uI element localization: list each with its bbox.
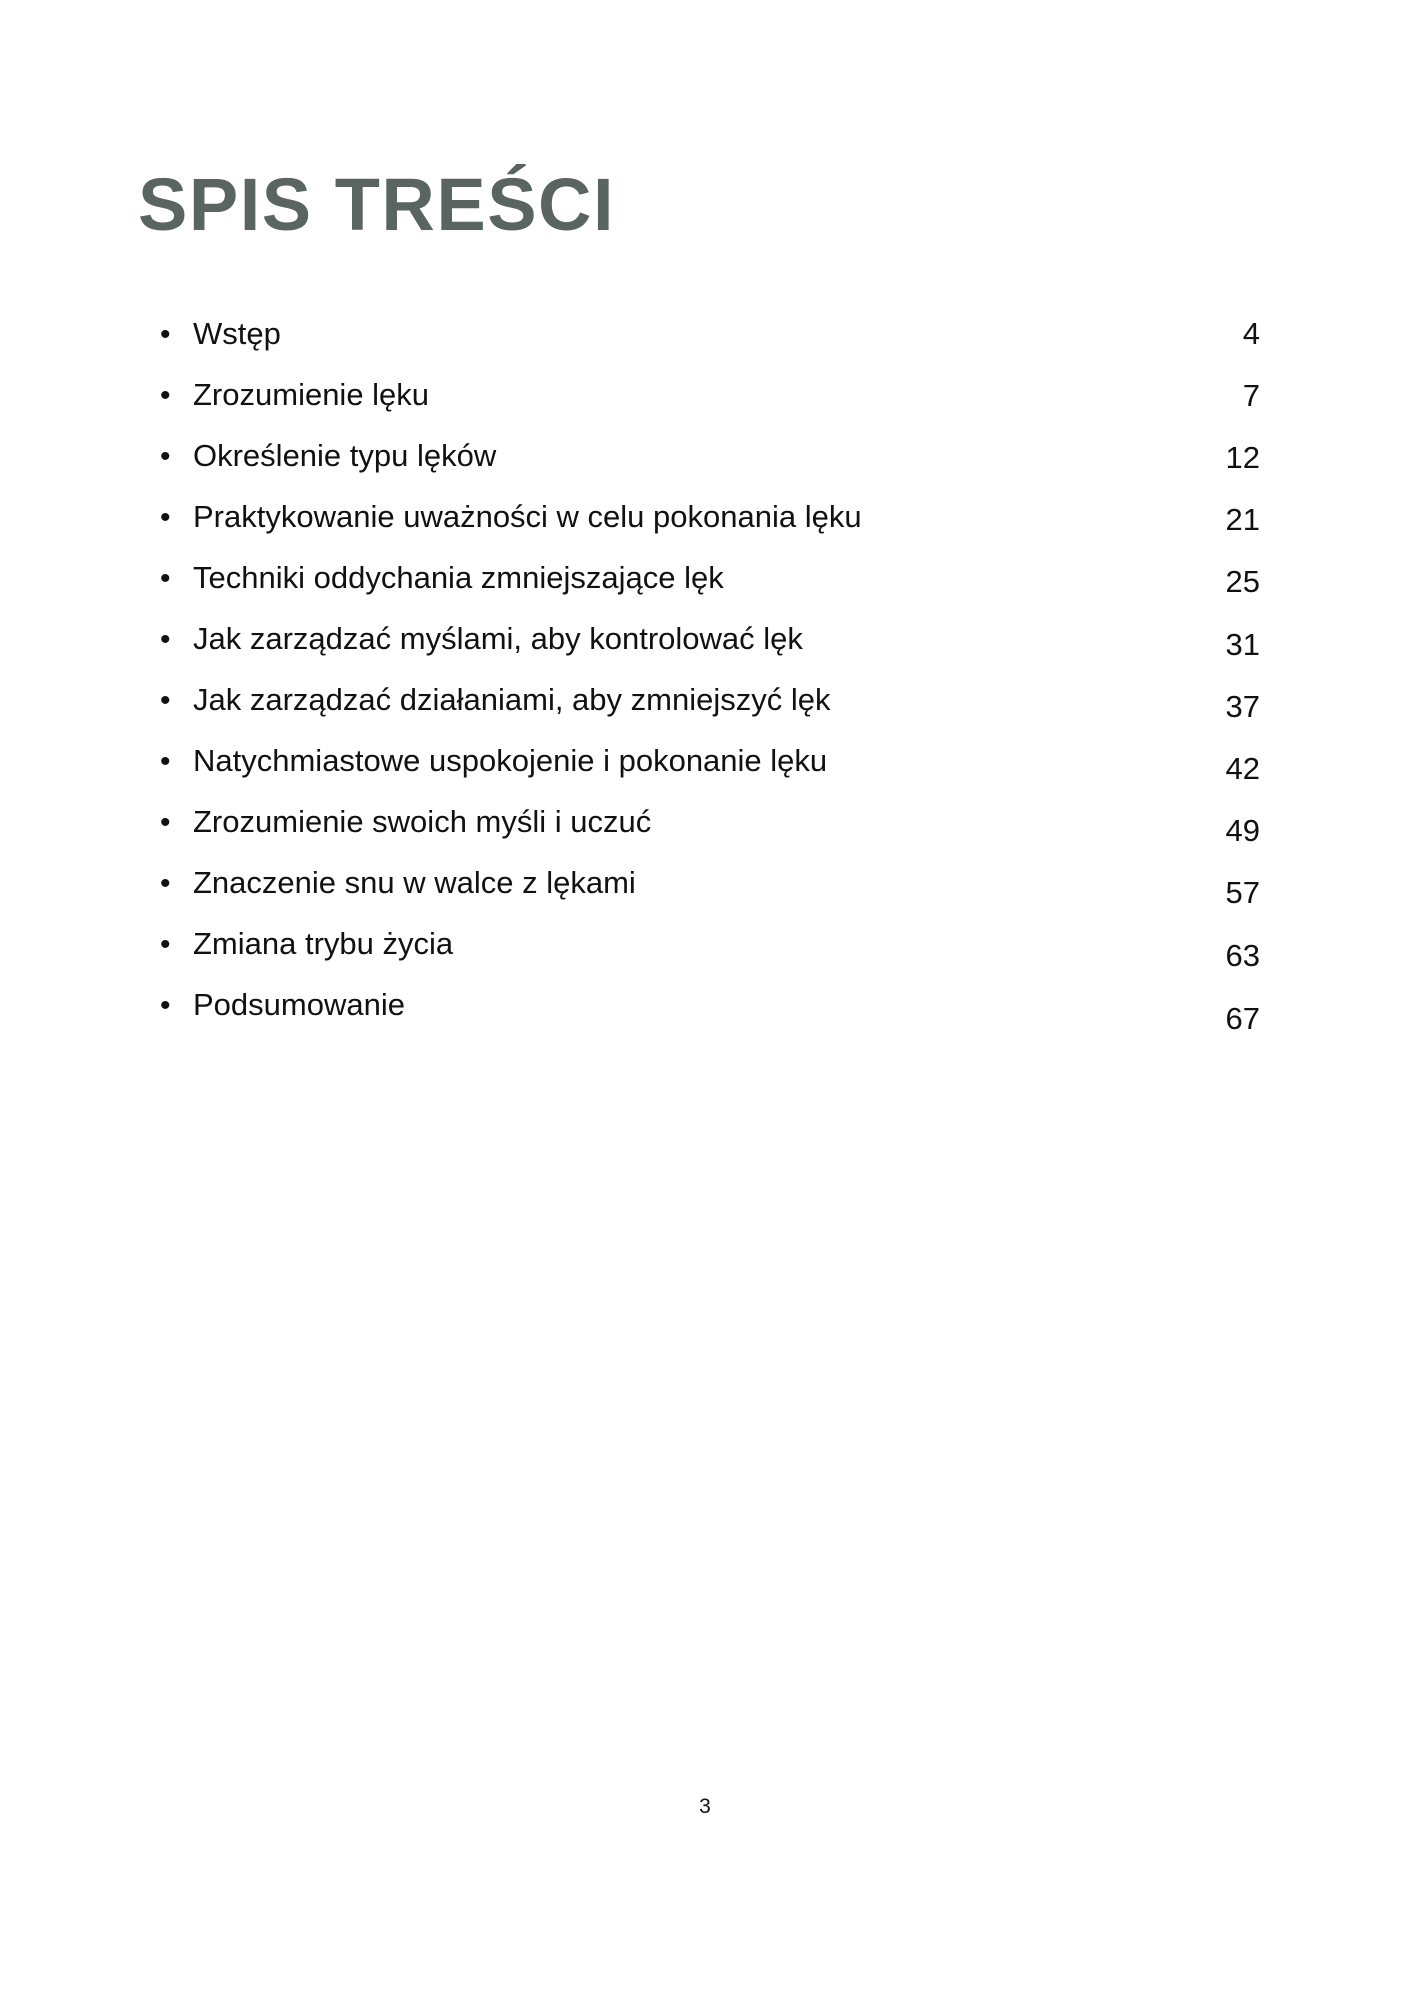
list-item[interactable] <box>160 745 1260 806</box>
toc-entry-page-number: 7 <box>1242 378 1260 413</box>
toc-entry-label: Określenie typu lęków <box>193 438 497 473</box>
bullet-icon <box>160 442 193 472</box>
toc-entry-label: Techniki oddychania zmniejszające lęk <box>193 560 724 595</box>
list-item[interactable] <box>160 806 1260 867</box>
toc-entry-label: Podsumowanie <box>193 987 405 1022</box>
table-of-contents-list <box>160 318 1260 1050</box>
page-title: SPIS TREŚCI <box>138 162 616 246</box>
list-item[interactable] <box>160 989 1260 1050</box>
bullet-icon <box>160 747 193 777</box>
page-footer <box>0 1796 1414 1818</box>
toc-entry-page-number: 49 <box>1225 813 1260 848</box>
toc-entry-label: Natychmiastowe uspokojenie i pokonanie lęku <box>193 743 828 778</box>
toc-entry-page-number: 21 <box>1225 502 1260 537</box>
toc-entry-page-number: 25 <box>1225 564 1260 599</box>
list-item[interactable] <box>160 684 1260 745</box>
toc-entry-page-number: 67 <box>1225 1001 1260 1036</box>
toc-entry-label: Jak zarządzać myślami, aby kontrolować lęk <box>193 621 803 656</box>
toc-entry-page-number: 42 <box>1225 751 1260 786</box>
list-item[interactable] <box>160 867 1260 928</box>
list-item[interactable] <box>160 379 1260 440</box>
list-item[interactable] <box>160 562 1260 623</box>
toc-entry-label: Jak zarządzać działaniami, aby zmniejszyć lęk <box>193 682 831 717</box>
list-item[interactable] <box>160 623 1260 684</box>
list-item[interactable] <box>160 440 1260 501</box>
bullet-icon <box>160 564 193 594</box>
toc-entry-page-number: 4 <box>1242 316 1260 351</box>
bullet-icon <box>160 503 193 533</box>
toc-entry-label: Zrozumienie swoich myśli i uczuć <box>193 804 652 839</box>
toc-entry-page-number: 57 <box>1225 875 1260 910</box>
bullet-icon <box>160 869 193 899</box>
bullet-icon <box>160 930 193 960</box>
bullet-icon <box>160 625 193 655</box>
list-item[interactable] <box>160 318 1260 379</box>
toc-entry-page-number: 37 <box>1225 689 1260 724</box>
bullet-icon <box>160 808 193 838</box>
footer-page-number: 3 <box>699 1795 711 1818</box>
toc-entry-label: Zrozumienie lęku <box>193 377 430 412</box>
bullet-icon <box>160 991 193 1021</box>
toc-entry-page-number: 31 <box>1225 627 1260 662</box>
bullet-icon <box>160 381 193 411</box>
toc-entry-label: Wstęp <box>193 316 281 351</box>
list-item[interactable] <box>160 928 1260 989</box>
bullet-icon <box>160 320 193 350</box>
toc-entry-label: Praktykowanie uważności w celu pokonania lęku <box>193 499 862 534</box>
toc-entry-label: Znaczenie snu w walce z lękami <box>193 865 636 900</box>
bullet-icon <box>160 686 193 716</box>
toc-entry-page-number: 12 <box>1225 440 1260 475</box>
toc-entry-page-number: 63 <box>1225 938 1260 973</box>
toc-entry-label: Zmiana trybu życia <box>193 926 454 961</box>
list-item[interactable] <box>160 501 1260 562</box>
